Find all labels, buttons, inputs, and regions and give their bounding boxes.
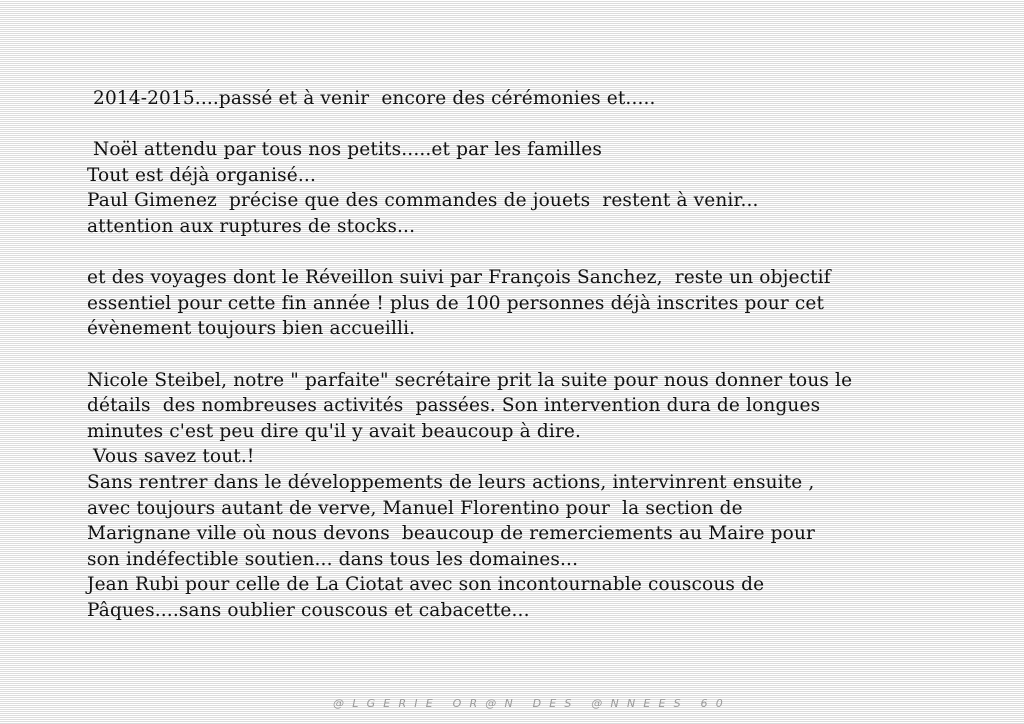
text-line: Nicole Steibel, notre " parfaite" secrétaire prit la suite pour nous donner tous le — [87, 369, 853, 391]
text-line: avec toujours autant de verve, Manuel Florentino pour la section de — [87, 497, 743, 519]
text-line: Tout est déjà organisé... — [87, 164, 316, 186]
text-line: évènement toujours bien accueilli. — [87, 318, 416, 340]
text-line: attention aux ruptures de stocks... — [87, 215, 416, 237]
text-line: Marignane ville où nous devons beaucoup de remerciements au Maire pour — [87, 523, 816, 545]
text-line: Pâques....sans oublier couscous et cabacette... — [87, 599, 530, 621]
text-line: 2014-2015....passé et à venir encore des cérémonies et..... — [87, 88, 656, 109]
text-line: Vous savez tout.! — [87, 446, 255, 468]
text-line: Sans rentrer dans le développements de leurs actions, intervinrent ensuite , — [87, 471, 815, 493]
blank-line — [87, 112, 987, 138]
text-line: son indéfectible soutien... dans tous les domaines... — [87, 548, 579, 570]
text-line: et des voyages dont le Réveillon suivi par François Sanchez, reste un objectif — [87, 267, 831, 289]
text-line: détails des nombreuses activités passées. Son intervention dura de longues — [87, 395, 821, 417]
blank-line — [87, 240, 987, 266]
text-line: essentiel pour cette fin année ! plus de 100 personnes déjà inscrites pour cet — [87, 292, 825, 314]
blank-line — [87, 342, 987, 368]
text-line: Noël attendu par tous nos petits.....et par les familles — [87, 139, 602, 161]
text-line: Jean Rubi pour celle de La Ciotat avec son incontournable couscous de — [87, 574, 765, 596]
body-text — [87, 86, 987, 623]
text-line: Paul Gimenez précise que des commandes de jouets restent à venir... — [87, 190, 759, 212]
text-line: minutes c'est peu dire qu'il y avait beaucoup à dire. — [87, 420, 582, 442]
footer-watermark: @LGERIE OR@N DES @NNEES 60 — [333, 697, 731, 710]
